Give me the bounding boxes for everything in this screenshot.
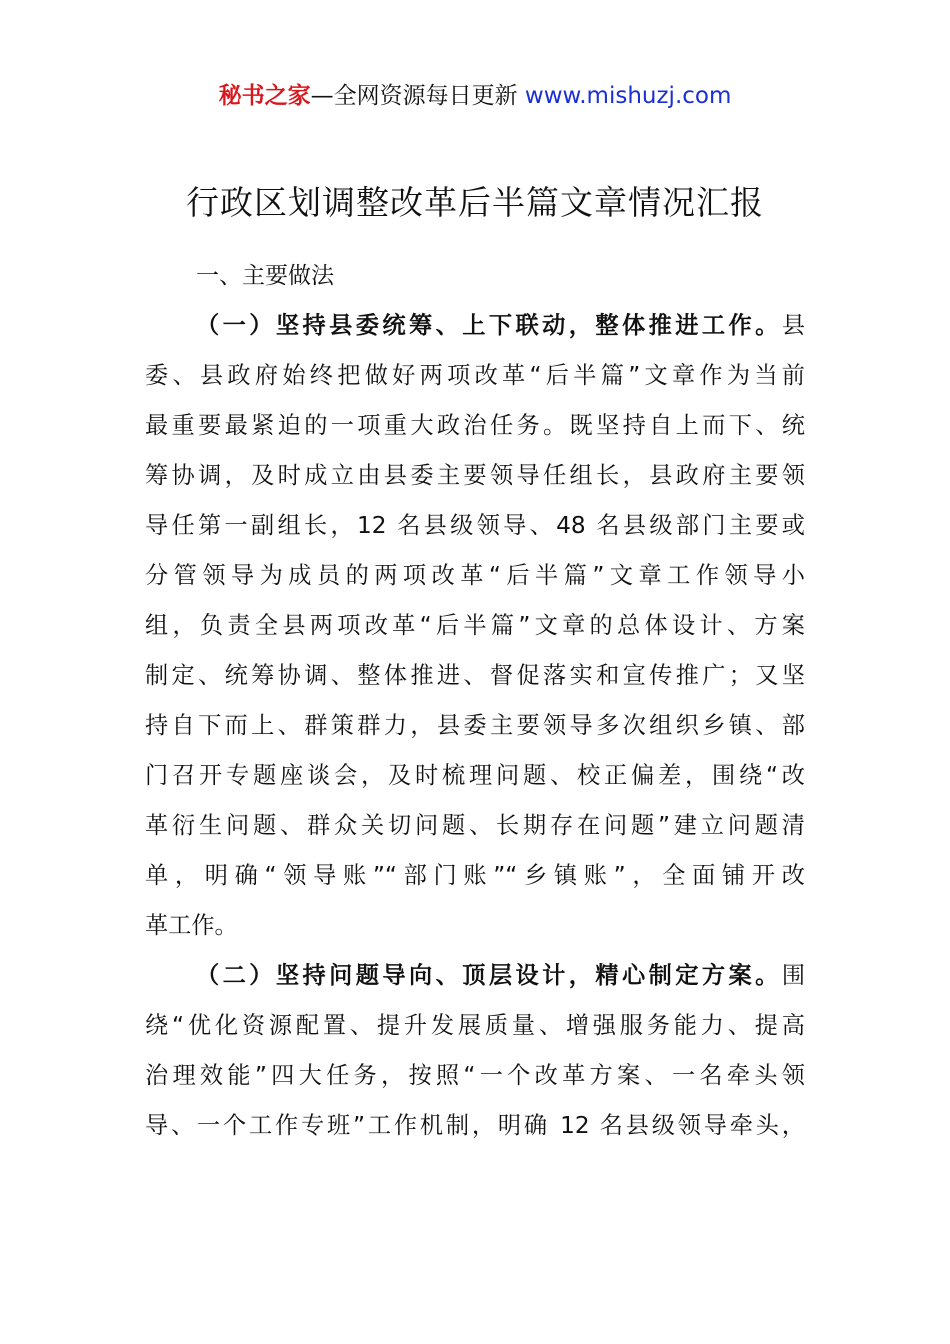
paragraph-1-line: 分管领导为成员的两项改革“后半篇”文章工作领导小: [145, 562, 805, 589]
paragraph-2-line: 治理效能”四大任务，按照“一个改革方案、一名牵头领: [145, 1062, 805, 1089]
paragraph-1-line: 持自下而上、群策群力，县委主要领导多次组织乡镇、部: [145, 712, 805, 739]
paragraph-1-line: 门召开专题座谈会，及时梳理问题、校正偏差，围绕“改: [145, 762, 805, 789]
paragraph-1-line: 导任第一副组长，12 名县级领导、48 名县级部门主要或: [145, 512, 805, 539]
site-url-link[interactable]: www.mishuzj.com: [524, 83, 732, 109]
section-heading: 一、主要做法: [196, 263, 334, 289]
site-tagline: —全网资源每日更新: [310, 83, 525, 109]
paragraph-1-lead: （一）坚持县委统筹、上下联动，整体推进工作。: [196, 312, 782, 339]
paragraph-1-line: 单，明确“领导账”“部门账”“乡镇账”，全面铺开改: [145, 862, 805, 889]
paragraph-1-line: 革工作。: [145, 912, 238, 939]
document-title: 行政区划调整改革后半篇文章情况汇报: [186, 183, 764, 222]
paragraph-2-lead: （二）坚持问题导向、顶层设计，精心制定方案。: [196, 962, 782, 989]
paragraph-2-line-1-rest: 围: [781, 962, 805, 989]
paragraph-1-line: 制定、统筹协调、整体推进、督促落实和宣传推广；又坚: [145, 662, 805, 689]
paragraph-1-line: 革衍生问题、群众关切问题、长期存在问题”建立问题清: [145, 812, 805, 839]
paragraph-1-line: 委、县政府始终把做好两项改革“后半篇”文章作为当前: [145, 362, 805, 389]
site-brand: 秘书之家: [218, 83, 311, 109]
paragraph-1-line-1: [196, 306, 805, 346]
paragraph-2-line: 绕“优化资源配置、提升发展质量、增强服务能力、提高: [145, 1012, 805, 1039]
site-header: [0, 80, 950, 112]
paragraph-1-line: 组，负责全县两项改革“后半篇”文章的总体设计、方案: [145, 612, 805, 639]
paragraph-2-line-1: [196, 956, 805, 996]
paragraph-2-line: 导、一个工作专班”工作机制，明确 12 名县级领导牵头，: [145, 1112, 805, 1139]
paragraph-1-line: 筹协调，及时成立由县委主要领导任组长，县政府主要领: [145, 462, 805, 489]
paragraph-1-line: 最重要最紧迫的一项重大政治任务。既坚持自上而下、统: [145, 412, 805, 439]
paragraph-1-line-1-rest: 县: [781, 312, 805, 339]
